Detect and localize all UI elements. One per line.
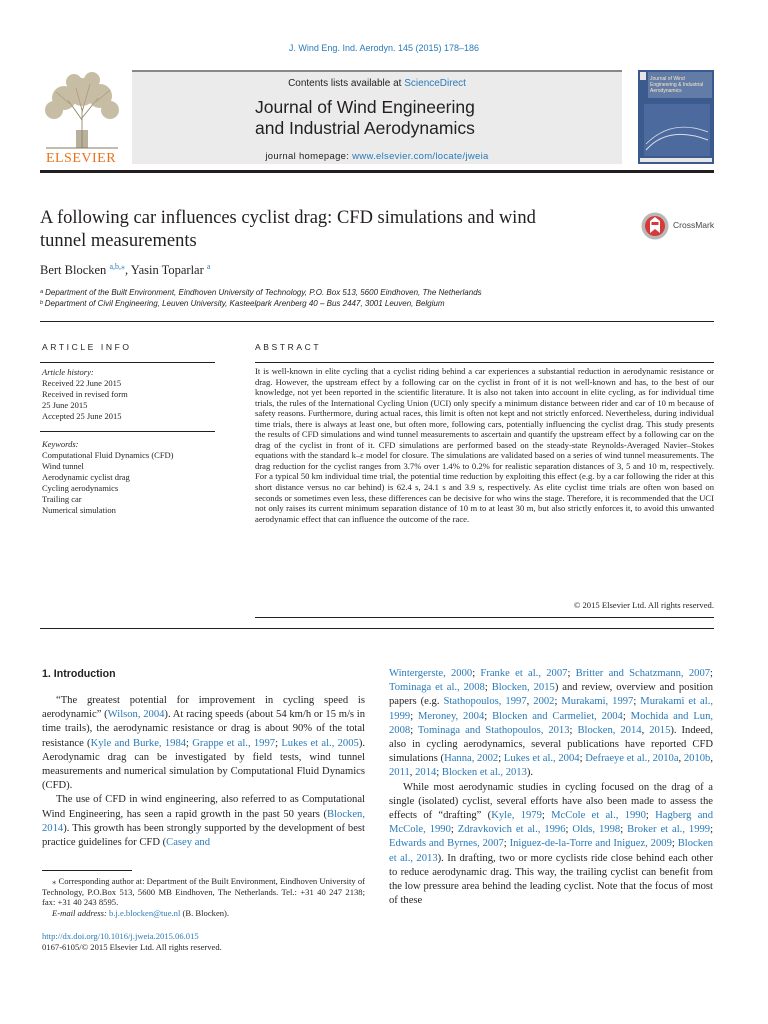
paragraph-text: ;: [484, 710, 493, 722]
paragraph-text: ;: [569, 724, 578, 736]
citation-link[interactable]: Defraeye et al., 2010a: [585, 753, 679, 765]
abstract-heading: ABSTRACT: [255, 342, 322, 352]
keyword: Cycling aerodynamics: [42, 483, 119, 493]
paragraph-text: ;: [503, 838, 510, 850]
crossmark-badge[interactable]: [640, 211, 730, 241]
abstract-rule: [255, 362, 714, 363]
doi-block: [42, 931, 222, 953]
article-info-heading: ARTICLE INFO: [42, 342, 132, 352]
contents-line: [132, 78, 622, 89]
issn-line: 0167-6105/© 2015 Elsevier Ltd. All rights reserved.: [42, 942, 222, 952]
history-item: Received in revised form: [42, 389, 128, 399]
citation-link[interactable]: Zdravkovich et al., 1996: [457, 824, 566, 836]
abstract-text: It is well-known in elite cycling that a cyclist riding behind a car experiences a substantial reduction in aerodynamic resistance or drag. However, the upstream effect by a following car on the cyclist in front of it is not well-known and has, to the best of our knowledge, not yet been reported in the scientific literature. It is also not taken into account in elite cycling, as for individual time trials, the rules of the International Cycling Union (UCI) only specify a minimum distance between rider and car of 10 m because of safety reasons. Furthermore, during actual races, this limit is often not kept and not strictly enforced. Nevertheless, during individual time trials, there is always at least one, but often more, following cars, potentially influencing the cyclist drag. This study presents the results of CFD simulations and wind tunnel measurements to ascertain and quantify the upstream effect by a following car on the drag of the cyclist in front of it. CFD simulations are performed based on the steady-state Reynolds-Averaged Navier–Stokes equations with the standard k–ε model for closure. The simulations are validated based on a series of wind tunnel measurements. The drag reduction for the cyclist ranges from 3.7% over 1.4% to 0.2% for realistic separation distances of 3, 5 and 10 m, respectively. For a typical 50 km individual time trial, the potential time reduction by exploiting this effect (e.g. by a car following the rider at this short distance versus no car behind) is 62.4 s, 24.1 s and 3.9 s, respectively. As elite cyclist time trials are often won based on seconds or sometimes even less, these differences can be decisive for who wins the stage. Therefore, it is recommended that the UCI not only raises its current minimum separation distance of 10 m to at least 30 m, but also strictly enforces it, to avoid this unwanted aerodynamic effect that can influence the outcome of the race.: [255, 366, 714, 524]
article-info-rule: [40, 362, 215, 363]
citation-link[interactable]: Hagberg and McCole, 1990: [389, 810, 714, 836]
sciencedirect-link[interactable]: ScienceDirect: [404, 78, 466, 89]
paragraph-text: ).: [526, 767, 534, 779]
paragraph-text: ;: [450, 824, 458, 836]
citation-link[interactable]: Olds, 1998: [572, 824, 621, 836]
paragraph-text: ;: [275, 737, 282, 749]
homepage-link[interactable]: www.elsevier.com/locate/jweia: [352, 151, 489, 162]
journal-cover-image: [638, 70, 714, 164]
paragraph-text: ;: [541, 810, 552, 822]
citation-link[interactable]: 2014: [415, 767, 437, 779]
citation-link[interactable]: Lukes et al., 2005: [281, 737, 359, 749]
citation-link[interactable]: Mochida and Lun, 2008: [389, 710, 714, 736]
author-name[interactable]: Bert Blocken: [40, 263, 107, 278]
keywords-list: [42, 439, 174, 516]
paragraph-text: ;: [186, 737, 193, 749]
citation-link[interactable]: Wilson, 2004: [107, 709, 165, 721]
corresponding-author-footnote: [42, 876, 365, 918]
paragraph-text: The use of CFD in wind engineering, also referred to as Computational Wind Engineering, has seen a rapid growth in the past 50 years (: [42, 794, 365, 820]
corresponding-mark: ⁎: [121, 262, 125, 271]
paragraph-text: ;: [472, 668, 481, 679]
citation-link[interactable]: 2002: [533, 696, 555, 708]
author-affiliation-sup[interactable]: [109, 262, 125, 271]
body-column-left: [42, 694, 365, 850]
journal-citation[interactable]: J. Wind Eng. Ind. Aerodyn. 145 (2015) 178–186: [288, 43, 480, 53]
paragraph-text: ;: [620, 824, 628, 836]
citation-link[interactable]: Lukes et al., 2004: [503, 753, 580, 765]
paragraph-text: ;: [579, 753, 586, 765]
paragraph-text: ;: [410, 710, 418, 722]
citation-link[interactable]: Tominaga and Stathopoulos, 2013: [417, 724, 570, 736]
paragraph-text: ;: [671, 838, 678, 850]
journal-title-line2: and Industrial Aerodynamics: [255, 118, 475, 138]
paragraph-text: ;: [645, 810, 656, 822]
copyright-line: © 2015 Elsevier Ltd. All rights reserved.: [573, 600, 714, 610]
paragraph-text: ,: [678, 753, 684, 765]
paragraph-text: ;: [436, 767, 442, 779]
keywords-label: Keywords:: [42, 439, 79, 449]
paragraph-text: ). In drafting, two or more cyclists ride close behind each other to reduce aerodynamic drag. This way, the trailing cyclist can benefit from the low pressure area behind the leading cyclist. Note that the focus of most of these: [389, 852, 713, 907]
citation-link[interactable]: McCole et al., 1990: [551, 810, 646, 822]
citation-link[interactable]: Grappe et al., 1997: [192, 737, 276, 749]
citation-link[interactable]: Blocken et al., 2013: [389, 838, 713, 864]
paragraph-text: ;: [484, 682, 492, 694]
paper-title: [40, 207, 600, 253]
author-list: [40, 262, 210, 278]
paragraph-text: ;: [710, 668, 713, 679]
doi-link[interactable]: http://dx.doi.org/10.1016/j.jweia.2015.06.015: [42, 931, 199, 941]
paragraph-text: ;: [622, 710, 631, 722]
paragraph-text: “The greatest potential for improvement in cycling speed is aerodynamic” (: [42, 695, 365, 721]
paragraph-text: ,: [710, 753, 713, 765]
citation-link[interactable]: Broker et al., 1999: [627, 824, 711, 836]
citation-link[interactable]: Casey and: [166, 837, 210, 849]
cover-title: Journal of Wind Engineering & Industrial Aerodynamics: [650, 76, 704, 94]
front-matter-rule: [40, 628, 714, 629]
title-rule: [40, 321, 714, 322]
paragraph-text: While most aerodynamic studies in cycling focused on the drag of a single (isolated) cyclist, several efforts have also been made to assess the effects of “drafting” (: [389, 781, 713, 822]
citation-link[interactable]: Kyle and Burke, 1984: [90, 737, 187, 749]
email-link[interactable]: b.j.e.blocken@tue.nl: [108, 907, 181, 918]
citation-link[interactable]: Blocken, 2015: [491, 682, 555, 694]
keyword: Numerical simulation: [42, 505, 116, 515]
paragraph-text: ;: [498, 753, 504, 765]
citation-link[interactable]: Blocken, 2014: [577, 724, 642, 736]
header-rule: [40, 170, 714, 173]
paragraph-text: ;: [567, 668, 576, 679]
paragraph-text: ). Indeed, also in cycling aerodynamics, several publications have reported CFD simulations (: [389, 724, 713, 765]
paragraph-text: ;: [565, 824, 573, 836]
citation-link[interactable]: Blocken, 2014: [42, 808, 365, 834]
section-heading-introduction: 1. Introduction: [42, 668, 116, 680]
footnote-rule: [42, 870, 132, 871]
citation-link[interactable]: Blocken et al., 2013: [441, 767, 527, 779]
footnote-email-line: [42, 908, 365, 919]
author-affiliation-sup[interactable]: a: [206, 262, 211, 271]
article-history: [42, 367, 128, 422]
affiliation-a: ᵃ Department of the Built Environment, Eindhoven University of Technology, P.O. Box 513, 5600 Eindhoven, The Netherlands: [40, 288, 482, 297]
history-item: Received 22 June 2015: [42, 378, 122, 388]
history-label: Article history:: [42, 367, 94, 377]
keyword: Computational Fluid Dynamics (CFD): [42, 450, 174, 460]
paragraph-text: ). Aerodynamic drag can be investigated by field tests, wind tunnel measurements and numerical simulation by Computational Fluid Dynamics (CFD).: [42, 737, 366, 792]
author-separator: ,: [125, 263, 131, 278]
author-name[interactable]: Yasin Toparlar: [130, 263, 204, 278]
citation-link[interactable]: Edwards and Byrnes, 2007: [389, 838, 504, 850]
citation-link[interactable]: Murakami et al., 1999: [389, 696, 713, 722]
citation-link[interactable]: Hanna, 2002: [444, 753, 499, 765]
paragraph-text: ;: [410, 724, 418, 736]
paper-title-line1: A following car influences cyclist drag: CFD simulations and wind: [40, 208, 536, 228]
contents-prefix: Contents lists available at: [288, 78, 405, 89]
crossmark-icon: [640, 211, 670, 241]
paragraph-text: ;: [633, 696, 641, 708]
paragraph-text: ,: [409, 767, 416, 779]
history-item: Accepted 25 June 2015: [42, 411, 122, 421]
citation-link[interactable]: Iniguez-de-la-Torre and Iniguez, 2009: [509, 838, 672, 850]
journal-title: [255, 97, 615, 139]
elsevier-wordmark: ELSEVIER: [45, 151, 117, 166]
paragraph-text: ;: [710, 824, 714, 836]
paragraph-text: ,: [526, 696, 534, 708]
citation-link[interactable]: Murakami, 1997: [561, 696, 634, 708]
paragraph-text: ;: [554, 696, 562, 708]
affiliation-marks: a,b,: [109, 262, 121, 271]
history-item: 25 June 2015: [42, 400, 88, 410]
citation-link[interactable]: Franke et al., 2007: [480, 668, 568, 679]
citation-link[interactable]: Blocken and Carmeliet, 2004: [492, 710, 623, 722]
footnote-text: ⁎ Corresponding author at: Department of the Built Environment, Eindhoven University of Technology, P.O.Box 513, 5600 MB Eindhoven, The Netherlands. Tel.: +31 40 247 2138; fax: +31 40 243 8595.: [42, 876, 365, 907]
citation-link[interactable]: Kyle, 1979: [491, 810, 542, 822]
citation-link[interactable]: Wintergerste, 2000: [389, 668, 473, 679]
citation-link[interactable]: Meroney, 2004: [418, 710, 485, 722]
citation-link[interactable]: Tominaga et al., 2008: [389, 682, 485, 694]
journal-homepage: [132, 151, 622, 162]
keyword: Aerodynamic cyclist drag: [42, 472, 130, 482]
paragraph: [389, 667, 713, 781]
keyword: Trailing car: [42, 494, 82, 504]
paragraph-text: ,: [641, 724, 650, 736]
journal-title-line1: Journal of Wind Engineering: [255, 97, 475, 117]
paragraph-text: ) and review, overview and position papers (e.g.: [389, 682, 713, 708]
email-suffix: (B. Blocken).: [180, 907, 230, 918]
crossmark-label: CrossMark: [673, 220, 715, 230]
paragraph: [42, 694, 365, 793]
keyword: Wind tunnel: [42, 461, 84, 471]
citation-link[interactable]: 2011: [389, 767, 410, 779]
homepage-prefix: journal homepage:: [265, 151, 353, 162]
body-column-right: [389, 667, 713, 908]
paragraph-text: ). At racing speeds (about 54 km/h or 15 m/s in time trails), the aerodynamic resistance or drag is about 90% of the total resistance (: [42, 709, 365, 749]
citation-link[interactable]: 2010b: [683, 753, 711, 765]
paragraph: [389, 781, 713, 909]
citation-link[interactable]: Britter and Schatzmann, 2007: [575, 668, 711, 679]
paragraph: [42, 793, 365, 850]
paper-title-line2: tunnel measurements: [40, 231, 197, 251]
paragraph-text: ). This growth has been strongly supported by the development of best practice guidelines for CFD (: [42, 822, 365, 849]
citation-link[interactable]: Stathopoulos, 1997: [443, 696, 527, 708]
citation-link[interactable]: 2015: [649, 724, 671, 736]
affiliation-b: ᵇ Department of Civil Engineering, Leuven University, Kasteelpark Arenberg 40 – Bus 2447, 3001 Leuven, Belgium: [40, 299, 445, 308]
abstract-bottom-rule: [255, 617, 714, 618]
email-label: E-mail address:: [52, 907, 109, 918]
keywords-rule: [40, 431, 215, 432]
